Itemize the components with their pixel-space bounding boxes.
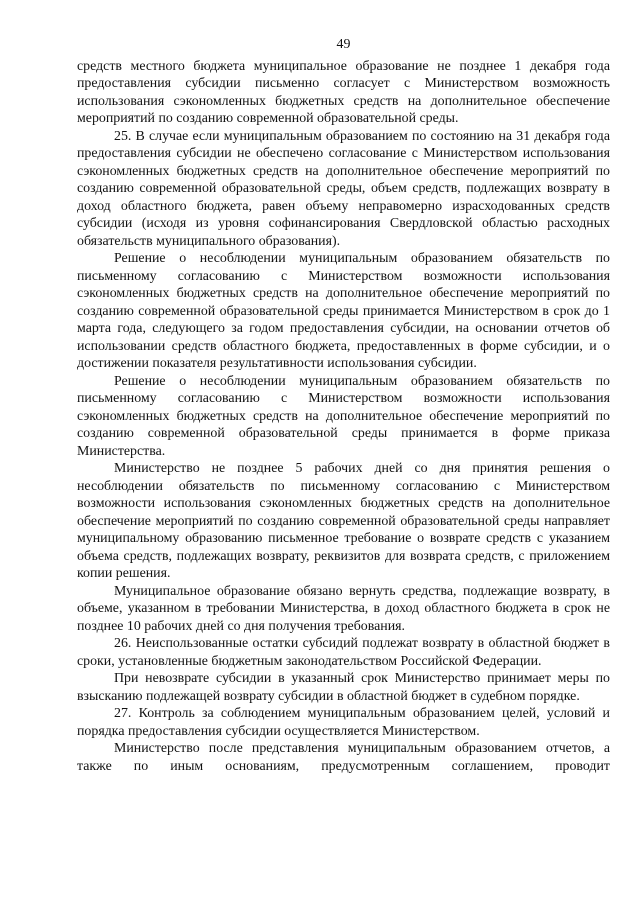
paragraph: 27. Контроль за соблюдением муниципальным образованием целей, условий и порядка предоставления субсидии осуществляется Министерством.: [77, 706, 610, 739]
page-number: 49: [336, 37, 351, 52]
paragraph: 26. Неиспользованные остатки субсидий подлежат возврату в областной бюджет в сроки, установленные бюджетным законодательством Российской Федерации.: [77, 636, 610, 669]
document-page: [77, 36, 610, 775]
body-text: [77, 58, 610, 776]
paragraph: Министерство после представления муниципальным образованием отчетов, а также по иным основаниям, предусмотренным соглашением, проводит: [77, 741, 610, 774]
paragraph: Министерство не позднее 5 рабочих дней со дня принятия решения о несоблюдении обязательств по письменному согласованию с Министерством возможности использования сэкономленных бюджетных средств на дополнительное обеспечение мероприятий по созданию современной образовательной среды направляет муниципальному образованию письменное требование о возврате средств с указанием объема средств, подлежащих возврату, реквизитов для возврата средств, с приложением копии решения.: [77, 461, 610, 581]
paragraph: средств местного бюджета муниципальное образование не позднее 1 декабря года предоставления субсидии письменно согласует с Министерством возможность использования сэкономленных бюджетных средств на дополнительное обеспечение мероприятий по созданию современной образовательной среды.: [77, 58, 610, 126]
paragraph: Решение о несоблюдении муниципальным образованием обязательств по письменному согласованию с Министерством возможности использования сэкономленных бюджетных средств на дополнительное обеспечение мероприятий по созданию современной образовательной среды принимается в форме приказа Министерства.: [77, 373, 610, 459]
paragraph: Решение о несоблюдении муниципальным образованием обязательств по письменному согласованию с Министерством возможности использования сэкономленных бюджетных средств на дополнительное обеспечение мероприятий по созданию современной образовательной среды принимается Министерством в срок до 1 марта года, следующего за годом предоставления субсидии, на основании отчетов об использовании средств областного бюджета, предоставленных в форме субсидии, и о достижении показателя результативности использования субсидии.: [77, 251, 610, 371]
paragraph: Муниципальное образование обязано вернуть средства, подлежащие возврату, в объеме, указанном в требовании Министерства, в доход областного бюджета в срок не позднее 10 рабочих дней со дня получения требования.: [77, 583, 610, 634]
paragraph: При невозврате субсидии в указанный срок Министерство принимает меры по взысканию подлежащей возврату субсидии в областной бюджет в судебном порядке.: [77, 671, 610, 704]
paragraph: 25. В случае если муниципальным образованием по состоянию на 31 декабря года предоставления субсидии не обеспечено согласование с Министерством использования сэкономленных бюджетных средств на дополнительное обеспечение мероприятий по созданию современной образовательной среды, объем средств, подлежащих возврату в доход областного бюджета, равен объему неправомерно израсходованных средств субсидии (исходя из уровня софинансирования Свердловской областью расходных обязательств муниципального образования).: [77, 128, 610, 249]
